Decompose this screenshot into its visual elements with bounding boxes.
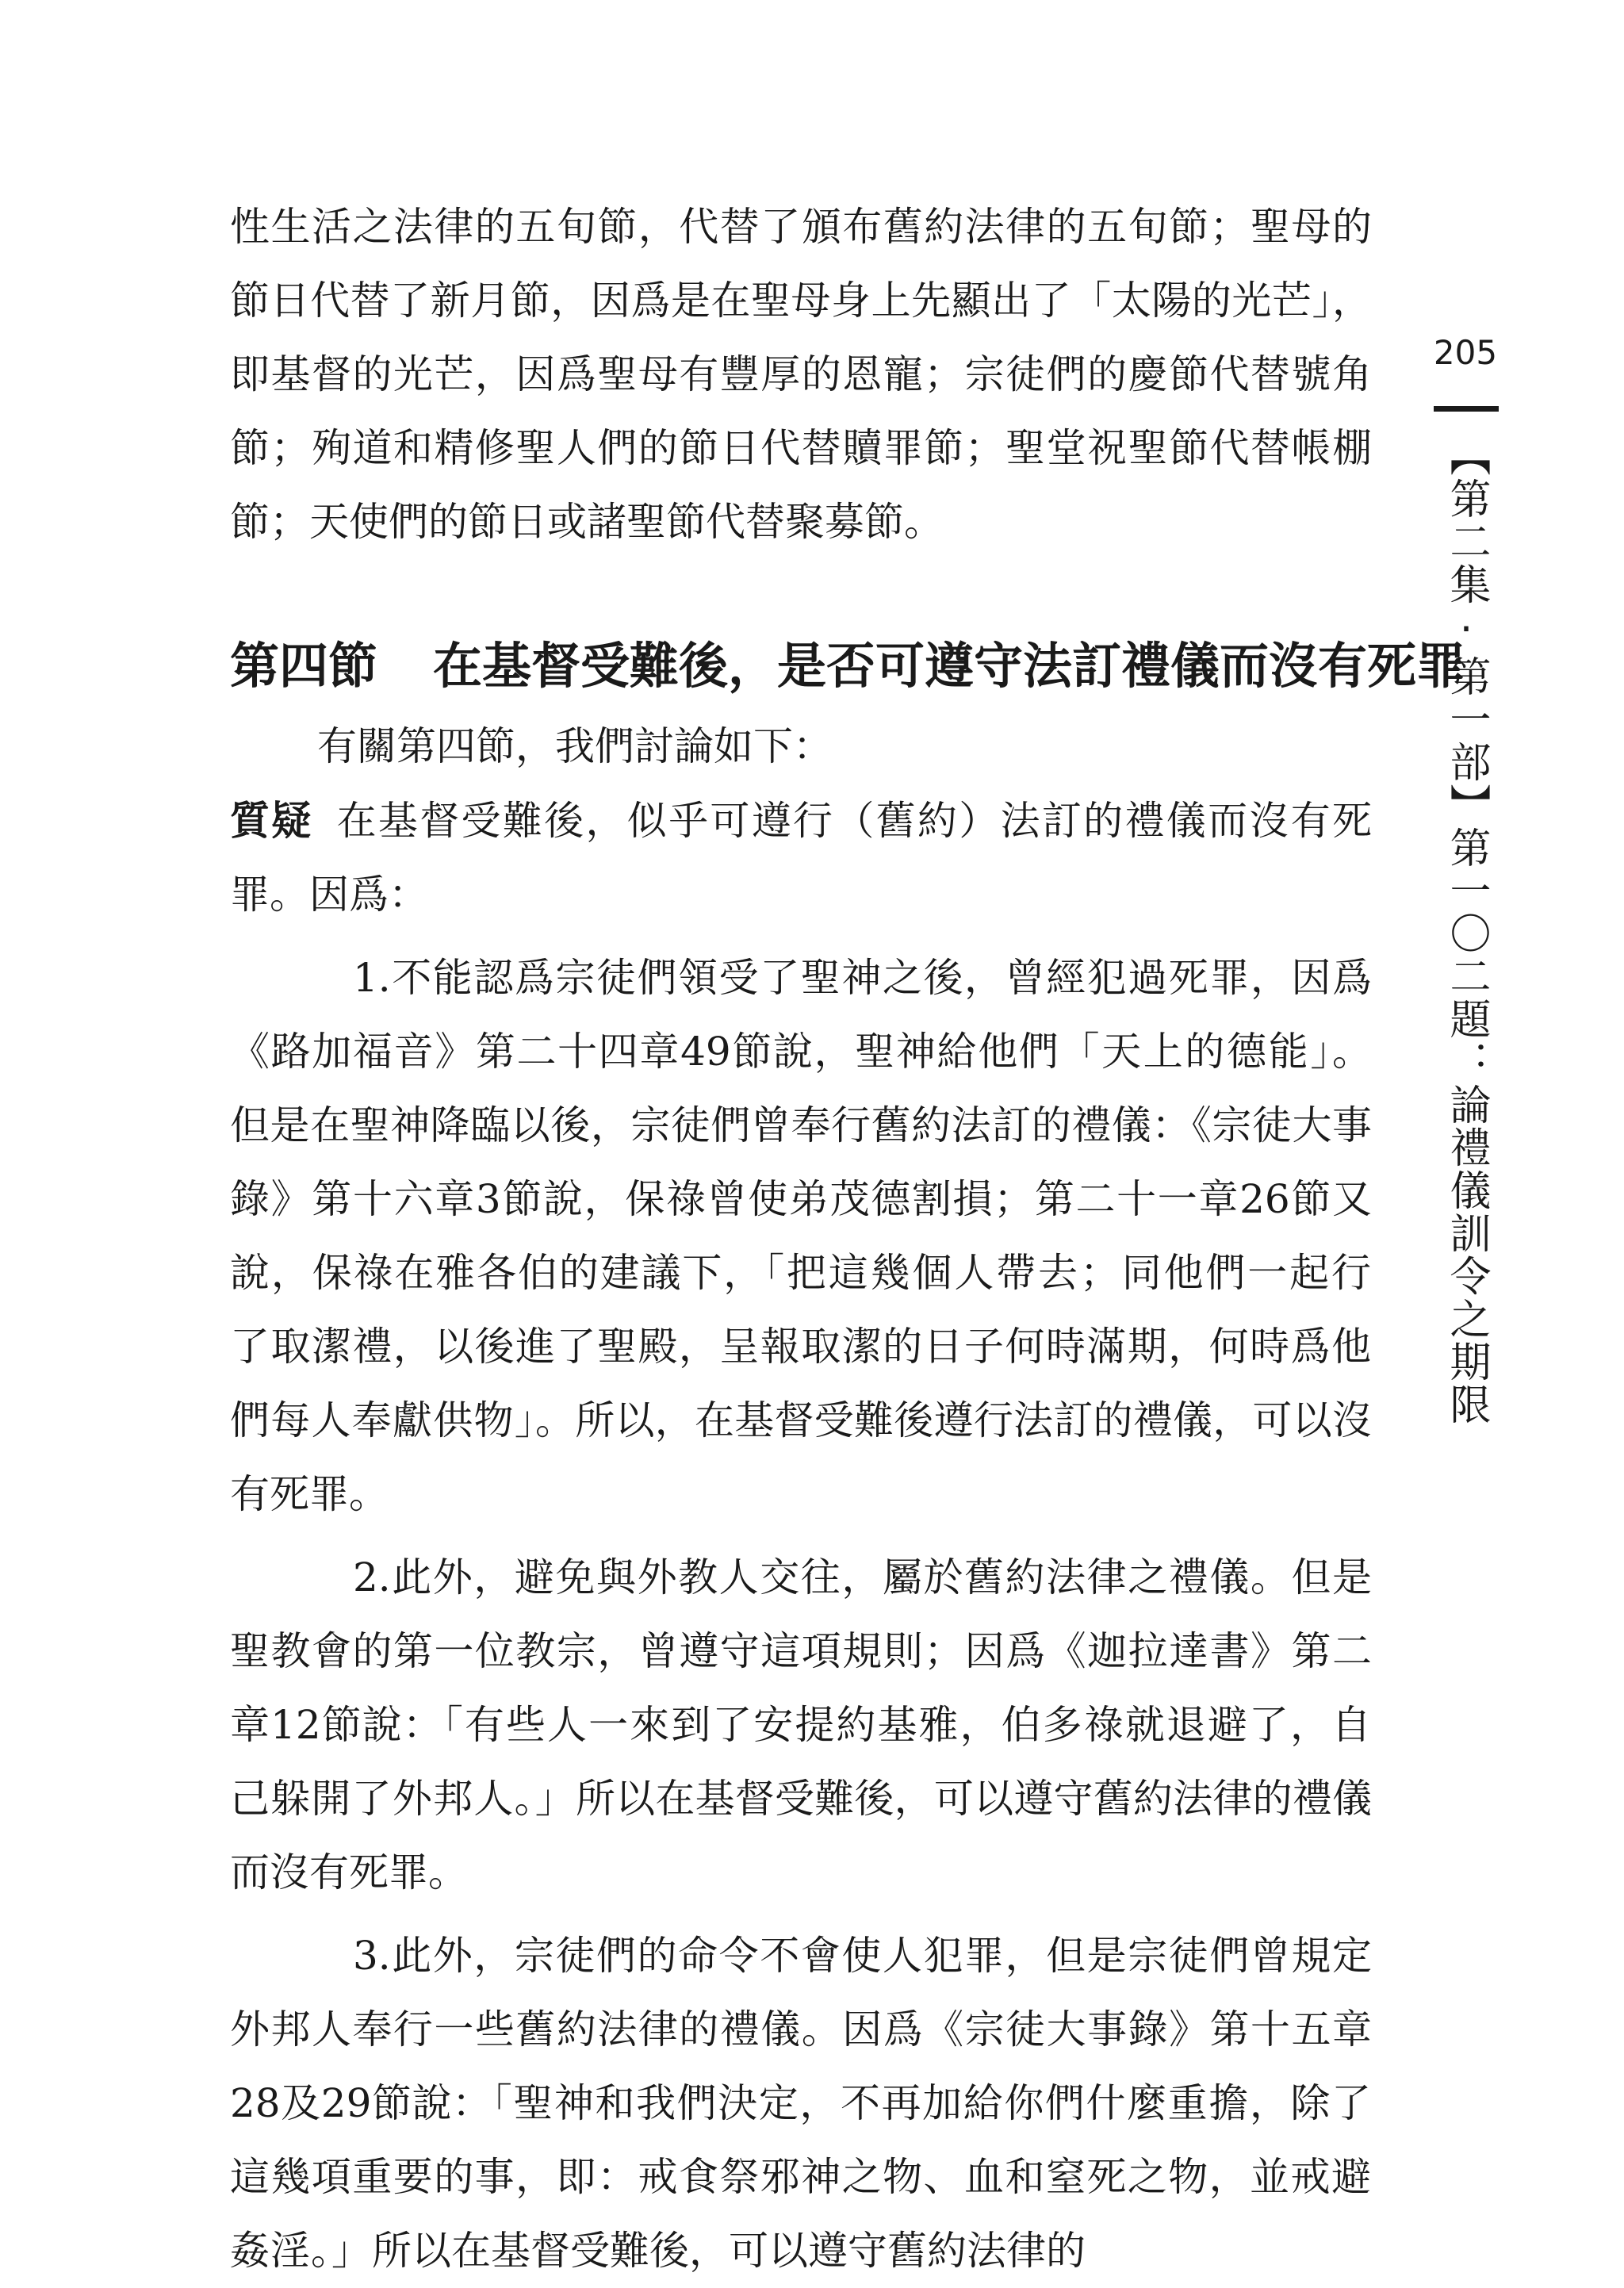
opening-paragraph: 性生活之法律的五旬節，代替了頒布舊約法律的五旬節；聖母的節日代替了新月節，因爲是在聖母身上先顯出了「太陽的光芒」，即基督的光芒，因爲聖母有豐厚的恩寵；宗徒們的慶節代替號角節；殉道和精修聖人們的節日代替贖罪節；聖堂祝聖節代替帳棚節；天使們的節日或諸聖節代替聚募節。 <box>230 204 1372 545</box>
point-1-conclusion: 。所以，在基督受難後遵行法訂的禮儀，可以沒有死罪。 <box>230 1397 1372 1517</box>
objection-paragraph <box>230 784 1372 932</box>
point-2 <box>230 1541 1372 1910</box>
page-number: 205 <box>1433 333 1498 372</box>
point-1-quote-1: 「天上的德能」 <box>1059 1029 1333 1075</box>
objection-text: 在基督受難後，似乎可遵行（舊約）法訂的禮儀而沒有死罪。因爲： <box>230 798 1373 918</box>
header-rule <box>1434 406 1499 412</box>
section-number: 第四節 <box>230 637 378 695</box>
point-3-quote: 「聖神和我們決定，不再加給你們什麼重擔，除了這幾項重要的事，即：戒食祭邪神之物、血和窒死之物，並戒避姦淫。」 <box>230 2080 1372 2274</box>
point-2-text: 2.此外，避免與外教人交往，屬於舊約法律之禮儀。但是聖教會的第一位教宗，曾遵守這項規則；因爲《迦拉達書》第二章12節說： <box>230 1554 1372 1748</box>
point-1-quote-2: 「把這幾個人帶去；同他們一起行了取潔禮，以後進了聖殿，呈報取潔的日子何時滿期，何時爲他們每人奉獻供物」 <box>230 1250 1373 1443</box>
point-3-conclusion: 所以在基督受難後，可以遵守舊約法律的 <box>372 2228 1086 2274</box>
point-1 <box>230 941 1372 1531</box>
section-intro: 有關第四節，我們討論如下： <box>317 723 833 769</box>
point-3-text: 3.此外，宗徒們的命令不會使人犯罪，但是宗徒們曾規定外邦人奉行一些舊約法律的禮儀。因爲《宗徒大事錄》第十五章28及29節說： <box>230 1933 1372 2126</box>
point-1-middle: 。但是在聖神降臨以後，宗徒們曾奉行舊約法訂的禮儀：《宗徒大事錄》第十六章3節說，保祿曾使弟茂德割損；第二十一章26節又說，保祿在雅各伯的建議下， <box>230 1029 1373 1296</box>
running-head: 【第二集·第一部】第一〇二題：論禮儀訓令之期限 <box>1442 435 1490 1426</box>
section-heading <box>230 623 1466 710</box>
objection-label: 質疑 <box>230 797 313 844</box>
point-2-conclusion: 所以在基督受難後，可以遵守舊約法律的禮儀而沒有死罪。 <box>230 1776 1373 1895</box>
point-3 <box>230 1919 1372 2288</box>
section-title: 在基督受難後，是否可遵守法訂禮儀而沒有死罪 <box>433 637 1466 695</box>
point-1-text: 1.不能認爲宗徒們領受了聖神之後，曾經犯過死罪，因爲《路加福音》第二十四章49節說，聖神給他們 <box>230 955 1372 1075</box>
point-2-quote: 「有些人一來到了安提約基雅，伯多祿就退避了，自己躲開了外邦人。」 <box>230 1702 1373 1822</box>
